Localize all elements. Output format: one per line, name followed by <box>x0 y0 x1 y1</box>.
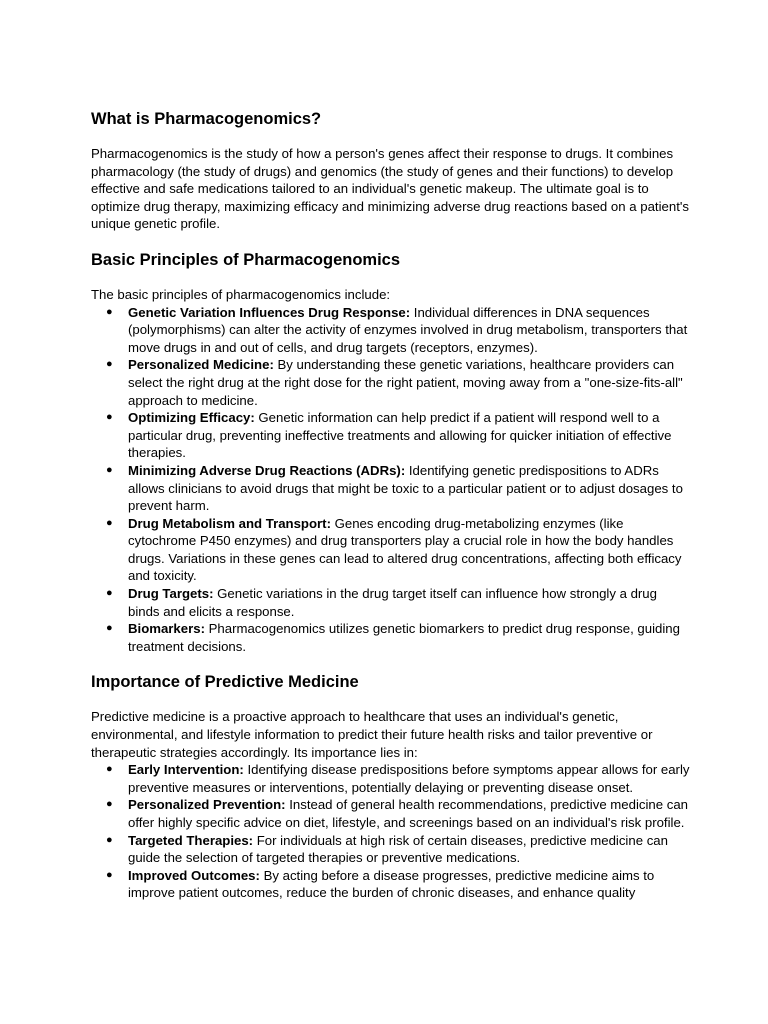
list-item-text: Instead of general health recommendations, predictive medicine can offer highly specific advice on diet, lifestyle, and screenings based on an individual's risk profile. <box>128 797 689 830</box>
list-item <box>106 356 691 409</box>
list-item-text: Pharmacogenomics utilizes genetic biomarkers to predict drug response, guiding treatment decisions. <box>128 621 680 654</box>
list-item-text: Genetic variations in the drug target itself can influence how strongly a drug binds and elicits a response. <box>128 586 657 619</box>
bullet-icon: ● <box>106 763 113 776</box>
section-heading-basic-principles: Basic Principles of Pharmacogenomics <box>91 250 401 269</box>
list-item <box>106 462 691 515</box>
section-intro-predictive-medicine: Predictive medicine is a proactive approach to healthcare that uses an individual's genetic, environmental, and lifestyle information to predict their future health risks and tailor preventive or therapeutic strategies accordingly. Its importance lies in: <box>91 709 653 760</box>
list-item-text: Identifying genetic predispositions to ADRs allows clinicians to avoid drugs that might be toxic to a particular patient or to adjust dosages to prevent harm. <box>128 462 683 514</box>
list-item-text: By acting before a disease progresses, predictive medicine aims to improve patient outcomes, reduce the burden of chronic diseases, and enhance quality <box>128 867 655 901</box>
list-item-term: Minimizing Adverse Drug Reactions (ADRs): <box>128 462 406 478</box>
section-paragraph-what-is-pharmacogenomics: Pharmacogenomics is the study of how a person's genes affect their response to drugs. It combines pharmacology (the study of drugs) and genomics (the study of genes and their functions) to develop effective and safe medications tailored to an individual's genetic makeup. The ultimate goal is to optimize drug therapy, maximizing efficacy and minimizing adverse drug reactions based on a patient's unique genetic profile. <box>91 146 689 232</box>
list-item <box>106 867 691 902</box>
list-item-term: Personalized Medicine: <box>128 357 274 373</box>
list-item-text: For individuals at high risk of certain diseases, predictive medicine can guide the selection of targeted therapies or preventive medications. <box>128 832 668 866</box>
list-item-term: Personalized Prevention: <box>128 797 286 813</box>
list-item-text: Genes encoding drug-metabolizing enzymes (like cytochrome P450 enzymes) and drug transporters play a crucial role in how the body handles drugs. Variations in these genes can lead to altered drug concentrations, affecting both efficacy and toxicity. <box>128 515 682 584</box>
section-heading-importance-of-predictive-medicine: Importance of Predictive Medicine <box>91 673 359 692</box>
bullet-icon: ● <box>106 798 113 811</box>
list-item-text: Identifying disease predispositions before symptoms appear allows for early preventive measures or interventions, potentially delaying or preventing disease onset. <box>128 762 690 795</box>
section-heading-what-is-pharmacogenomics: What is Pharmacogenomics? <box>91 110 322 128</box>
bullet-icon: ● <box>106 305 113 318</box>
principles-list <box>91 304 691 656</box>
list-item <box>106 585 691 620</box>
list-item-text: Genetic information can help predict if a patient will respond well to a particular drug, preventing ineffective treatments and allowing for quicker initiation of effective therapies. <box>128 410 672 461</box>
list-item-text: By understanding these genetic variations, healthcare providers can select the right drug at the right dose for the right patient, moving away from a "one-size-fits-all" approach to medicine. <box>128 357 683 408</box>
list-item-term: Targeted Therapies: <box>128 832 254 848</box>
list-item-term: Early Intervention: <box>128 762 244 778</box>
bullet-icon: ● <box>106 622 113 635</box>
list-item-term: Biomarkers: <box>128 621 205 637</box>
document-page <box>91 108 691 902</box>
bullet-icon: ● <box>106 358 113 371</box>
list-item-text: Individual differences in DNA sequences (polymorphisms) can alter the activity of enzymes involved in drug metabolism, transporters that move drugs in and out of cells, and drug targets (receptors, enzymes). <box>128 304 688 355</box>
bullet-icon: ● <box>106 833 113 846</box>
list-item <box>106 761 691 796</box>
list-item <box>106 796 691 831</box>
bullet-icon: ● <box>106 463 113 476</box>
list-item-term: Genetic Variation Influences Drug Response: <box>128 304 411 320</box>
list-item-term: Drug Metabolism and Transport: <box>128 515 331 531</box>
list-item <box>106 832 691 867</box>
list-item-term: Improved Outcomes: <box>128 867 260 883</box>
bullet-icon: ● <box>106 516 113 529</box>
list-item-term: Optimizing Efficacy: <box>128 410 255 426</box>
bullet-icon: ● <box>106 868 113 881</box>
list-item <box>106 409 691 462</box>
list-item <box>106 620 691 655</box>
list-item <box>106 515 691 585</box>
bullet-icon: ● <box>106 411 113 424</box>
section-intro-basic-principles: The basic principles of pharmacogenomics include: <box>91 286 391 302</box>
list-item-term: Drug Targets: <box>128 586 214 602</box>
bullet-icon: ● <box>106 587 113 600</box>
predictive-medicine-list <box>91 761 691 902</box>
list-item <box>106 304 691 357</box>
